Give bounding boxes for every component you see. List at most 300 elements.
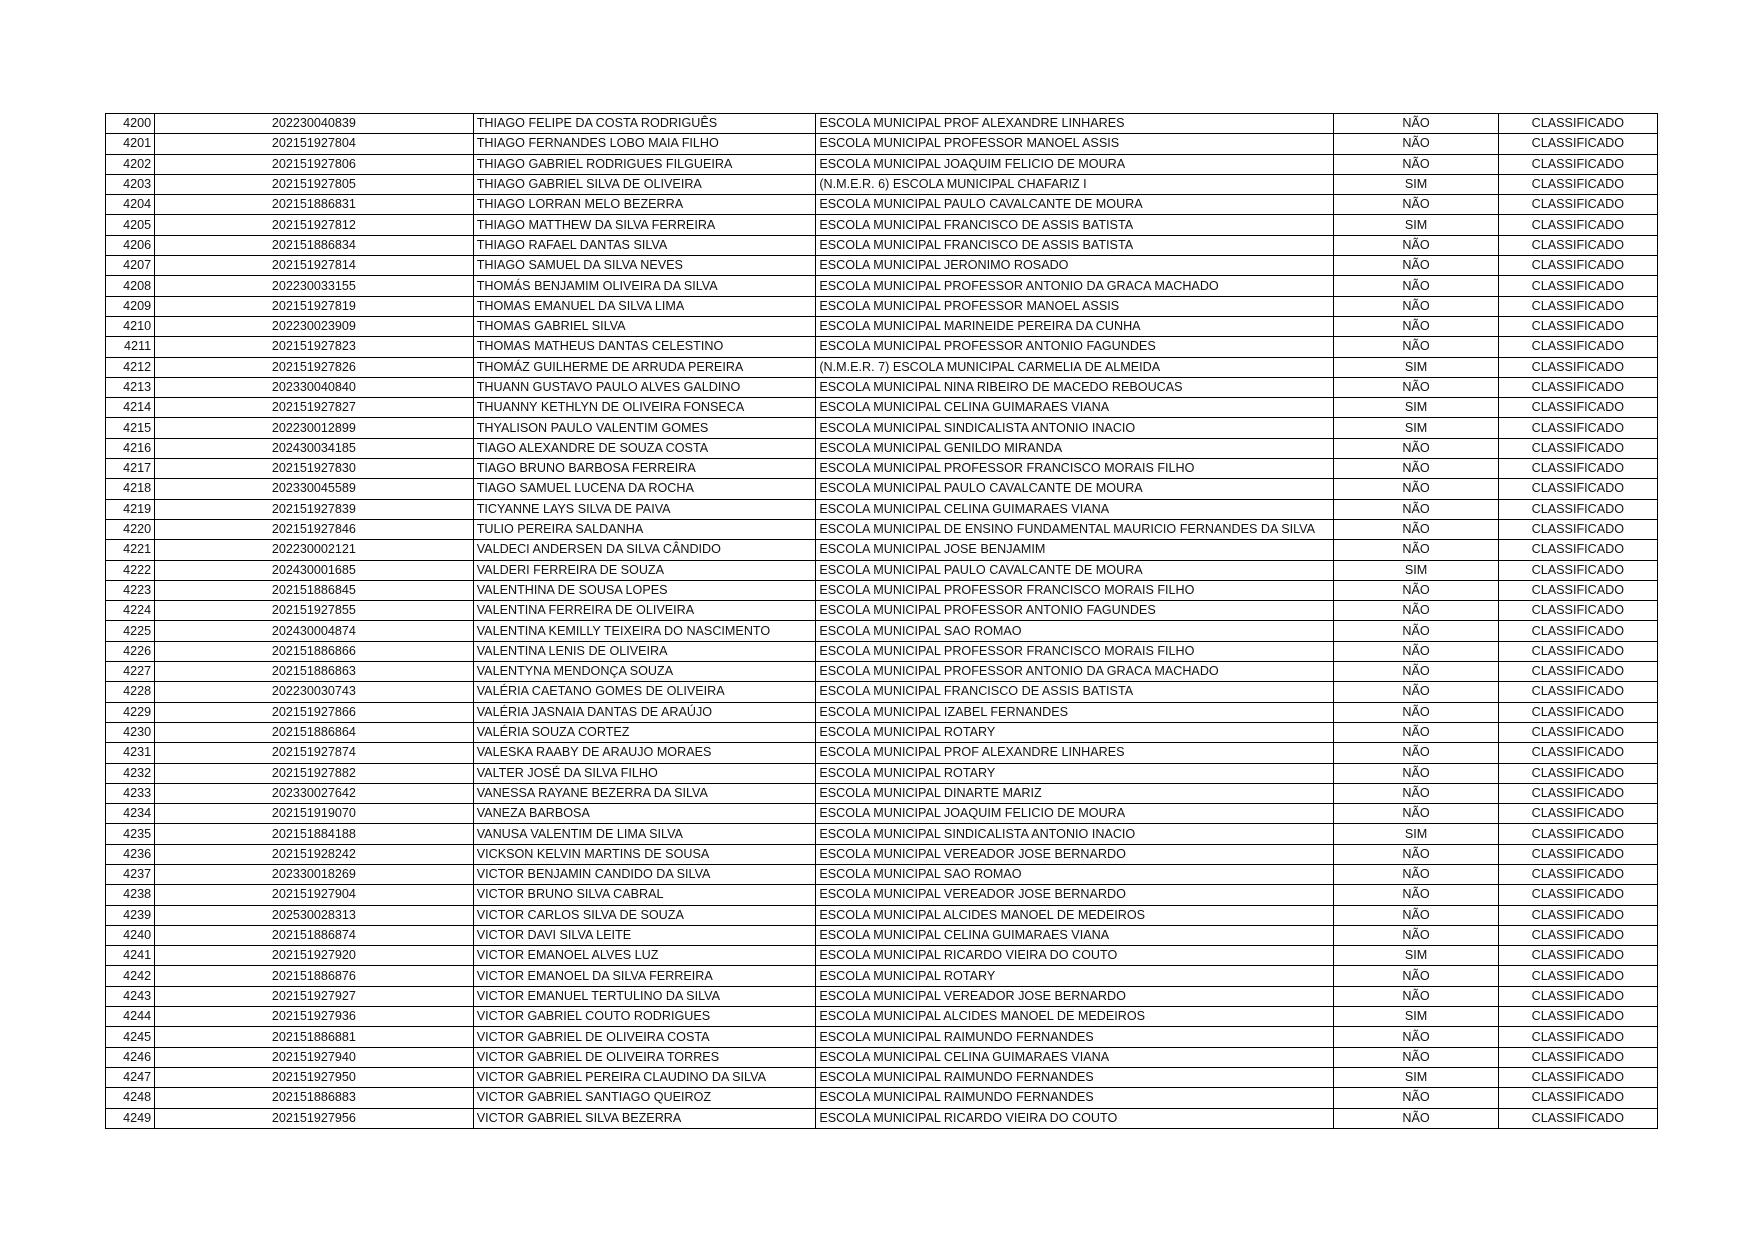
- school-name-cell: ESCOLA MUNICIPAL RAIMUNDO FERNANDES: [816, 1027, 1334, 1047]
- row-number-cell: 4230: [106, 722, 155, 742]
- school-name-cell: ESCOLA MUNICIPAL ROTARY: [816, 722, 1334, 742]
- flag-cell: NÃO: [1334, 580, 1498, 600]
- table-row: [106, 154, 1658, 174]
- status-cell: CLASSIFICADO: [1498, 946, 1657, 966]
- table-row: [106, 885, 1658, 905]
- status-cell: CLASSIFICADO: [1498, 986, 1657, 1006]
- registration-id-cell: 202151886883: [155, 1088, 474, 1108]
- registration-id-cell: 202151886831: [155, 195, 474, 215]
- registration-id-cell: 202330040840: [155, 377, 474, 397]
- student-name-cell: VALÉRIA SOUZA CORTEZ: [473, 722, 816, 742]
- student-name-cell: THOMÁZ GUILHERME DE ARRUDA PEREIRA: [473, 357, 816, 377]
- school-name-cell: ESCOLA MUNICIPAL JERONIMO ROSADO: [816, 256, 1334, 276]
- table-row: [106, 946, 1658, 966]
- student-name-cell: VALENTHINA DE SOUSA LOPES: [473, 580, 816, 600]
- status-cell: CLASSIFICADO: [1498, 235, 1657, 255]
- school-name-cell: ESCOLA MUNICIPAL CELINA GUIMARAES VIANA: [816, 925, 1334, 945]
- table-row: [106, 174, 1658, 194]
- row-number-cell: 4247: [106, 1067, 155, 1087]
- student-name-cell: THOMAS EMANUEL DA SILVA LIMA: [473, 296, 816, 316]
- registration-id-cell: 202151927920: [155, 946, 474, 966]
- table-row: [106, 722, 1658, 742]
- school-name-cell: ESCOLA MUNICIPAL IZABEL FERNANDES: [816, 702, 1334, 722]
- status-cell: CLASSIFICADO: [1498, 459, 1657, 479]
- flag-cell: NÃO: [1334, 986, 1498, 1006]
- student-name-cell: VALÉRIA JASNAIA DANTAS DE ARAÚJO: [473, 702, 816, 722]
- row-number-cell: 4231: [106, 743, 155, 763]
- student-name-cell: VALENTYNA MENDONÇA SOUZA: [473, 662, 816, 682]
- status-cell: CLASSIFICADO: [1498, 925, 1657, 945]
- table-row: [106, 601, 1658, 621]
- table-row: [106, 1027, 1658, 1047]
- table-row: [106, 743, 1658, 763]
- registration-id-cell: 202151927904: [155, 885, 474, 905]
- school-name-cell: ESCOLA MUNICIPAL SAO ROMAO: [816, 864, 1334, 884]
- student-name-cell: THOMAS GABRIEL SILVA: [473, 316, 816, 336]
- flag-cell: NÃO: [1334, 682, 1498, 702]
- school-name-cell: ESCOLA MUNICIPAL PROFESSOR ANTONIO FAGUNDES: [816, 601, 1334, 621]
- registration-id-cell: 202230033155: [155, 276, 474, 296]
- results-table: [105, 113, 1658, 1129]
- status-cell: CLASSIFICADO: [1498, 438, 1657, 458]
- table-row: [106, 682, 1658, 702]
- row-number-cell: 4225: [106, 621, 155, 641]
- table-row: [106, 540, 1658, 560]
- school-name-cell: ESCOLA MUNICIPAL PROFESSOR MANOEL ASSIS: [816, 134, 1334, 154]
- table-row: [106, 215, 1658, 235]
- row-number-cell: 4240: [106, 925, 155, 945]
- row-number-cell: 4200: [106, 114, 155, 134]
- status-cell: CLASSIFICADO: [1498, 1027, 1657, 1047]
- flag-cell: NÃO: [1334, 459, 1498, 479]
- status-cell: CLASSIFICADO: [1498, 519, 1657, 539]
- flag-cell: SIM: [1334, 1067, 1498, 1087]
- school-name-cell: ESCOLA MUNICIPAL VEREADOR JOSE BERNARDO: [816, 986, 1334, 1006]
- row-number-cell: 4235: [106, 824, 155, 844]
- status-cell: CLASSIFICADO: [1498, 1007, 1657, 1027]
- registration-id-cell: 202151927819: [155, 296, 474, 316]
- flag-cell: NÃO: [1334, 256, 1498, 276]
- row-number-cell: 4203: [106, 174, 155, 194]
- student-name-cell: THIAGO SAMUEL DA SILVA NEVES: [473, 256, 816, 276]
- status-cell: CLASSIFICADO: [1498, 601, 1657, 621]
- registration-id-cell: 202151886863: [155, 662, 474, 682]
- status-cell: CLASSIFICADO: [1498, 783, 1657, 803]
- status-cell: CLASSIFICADO: [1498, 499, 1657, 519]
- school-name-cell: ESCOLA MUNICIPAL CELINA GUIMARAES VIANA: [816, 499, 1334, 519]
- school-name-cell: ESCOLA MUNICIPAL FRANCISCO DE ASSIS BATISTA: [816, 235, 1334, 255]
- student-name-cell: VICTOR GABRIEL DE OLIVEIRA COSTA: [473, 1027, 816, 1047]
- row-number-cell: 4220: [106, 519, 155, 539]
- registration-id-cell: 202151927839: [155, 499, 474, 519]
- row-number-cell: 4228: [106, 682, 155, 702]
- flag-cell: SIM: [1334, 215, 1498, 235]
- school-name-cell: ESCOLA MUNICIPAL PROFESSOR ANTONIO DA GRACA MACHADO: [816, 276, 1334, 296]
- flag-cell: NÃO: [1334, 641, 1498, 661]
- student-name-cell: VICTOR GABRIEL COUTO RODRIGUES: [473, 1007, 816, 1027]
- row-number-cell: 4219: [106, 499, 155, 519]
- registration-id-cell: 202230030743: [155, 682, 474, 702]
- student-name-cell: VICTOR EMANUEL TERTULINO DA SILVA: [473, 986, 816, 1006]
- student-name-cell: VICTOR BRUNO SILVA CABRAL: [473, 885, 816, 905]
- status-cell: CLASSIFICADO: [1498, 966, 1657, 986]
- student-name-cell: VICTOR GABRIEL PEREIRA CLAUDINO DA SILVA: [473, 1067, 816, 1087]
- student-name-cell: VICTOR GABRIEL SANTIAGO QUEIROZ: [473, 1088, 816, 1108]
- status-cell: CLASSIFICADO: [1498, 743, 1657, 763]
- status-cell: CLASSIFICADO: [1498, 276, 1657, 296]
- school-name-cell: ESCOLA MUNICIPAL JOSE BENJAMIM: [816, 540, 1334, 560]
- status-cell: CLASSIFICADO: [1498, 174, 1657, 194]
- flag-cell: SIM: [1334, 174, 1498, 194]
- school-name-cell: (N.M.E.R. 6) ESCOLA MUNICIPAL CHAFARIZ I: [816, 174, 1334, 194]
- school-name-cell: (N.M.E.R. 7) ESCOLA MUNICIPAL CARMELIA DE ALMEIDA: [816, 357, 1334, 377]
- table-row: [106, 783, 1658, 803]
- row-number-cell: 4238: [106, 885, 155, 905]
- status-cell: CLASSIFICADO: [1498, 885, 1657, 905]
- status-cell: CLASSIFICADO: [1498, 316, 1657, 336]
- table-row: [106, 1047, 1658, 1067]
- registration-id-cell: 202151927830: [155, 459, 474, 479]
- school-name-cell: ESCOLA MUNICIPAL PROFESSOR FRANCISCO MORAIS FILHO: [816, 580, 1334, 600]
- registration-id-cell: 202151886845: [155, 580, 474, 600]
- school-name-cell: ESCOLA MUNICIPAL SAO ROMAO: [816, 621, 1334, 641]
- table-row: [106, 499, 1658, 519]
- row-number-cell: 4249: [106, 1108, 155, 1128]
- flag-cell: NÃO: [1334, 540, 1498, 560]
- table-row: [106, 702, 1658, 722]
- status-cell: CLASSIFICADO: [1498, 1088, 1657, 1108]
- row-number-cell: 4243: [106, 986, 155, 1006]
- status-cell: CLASSIFICADO: [1498, 864, 1657, 884]
- flag-cell: NÃO: [1334, 316, 1498, 336]
- flag-cell: NÃO: [1334, 114, 1498, 134]
- registration-id-cell: 202151886881: [155, 1027, 474, 1047]
- student-name-cell: VALTER JOSÉ DA SILVA FILHO: [473, 763, 816, 783]
- table-row: [106, 1007, 1658, 1027]
- school-name-cell: ESCOLA MUNICIPAL MARINEIDE PEREIRA DA CUNHA: [816, 316, 1334, 336]
- flag-cell: NÃO: [1334, 519, 1498, 539]
- row-number-cell: 4224: [106, 601, 155, 621]
- registration-id-cell: 202151884188: [155, 824, 474, 844]
- table-row: [106, 641, 1658, 661]
- registration-id-cell: 202151927846: [155, 519, 474, 539]
- flag-cell: NÃO: [1334, 864, 1498, 884]
- row-number-cell: 4213: [106, 377, 155, 397]
- registration-id-cell: 202151927866: [155, 702, 474, 722]
- registration-id-cell: 202151927882: [155, 763, 474, 783]
- table-row: [106, 418, 1658, 438]
- table-row: [106, 905, 1658, 925]
- school-name-cell: ESCOLA MUNICIPAL JOAQUIM FELICIO DE MOURA: [816, 804, 1334, 824]
- registration-id-cell: 202230012899: [155, 418, 474, 438]
- registration-id-cell: 202151886834: [155, 235, 474, 255]
- student-name-cell: TICYANNE LAYS SILVA DE PAIVA: [473, 499, 816, 519]
- table-row: [106, 804, 1658, 824]
- school-name-cell: ESCOLA MUNICIPAL PAULO CAVALCANTE DE MOURA: [816, 560, 1334, 580]
- student-name-cell: TULIO PEREIRA SALDANHA: [473, 519, 816, 539]
- status-cell: CLASSIFICADO: [1498, 195, 1657, 215]
- row-number-cell: 4217: [106, 459, 155, 479]
- flag-cell: NÃO: [1334, 844, 1498, 864]
- status-cell: CLASSIFICADO: [1498, 1047, 1657, 1067]
- student-name-cell: THIAGO MATTHEW DA SILVA FERREIRA: [473, 215, 816, 235]
- row-number-cell: 4204: [106, 195, 155, 215]
- school-name-cell: ESCOLA MUNICIPAL ROTARY: [816, 763, 1334, 783]
- row-number-cell: 4207: [106, 256, 155, 276]
- student-name-cell: VANESSA RAYANE BEZERRA DA SILVA: [473, 783, 816, 803]
- flag-cell: NÃO: [1334, 885, 1498, 905]
- status-cell: CLASSIFICADO: [1498, 357, 1657, 377]
- flag-cell: SIM: [1334, 418, 1498, 438]
- registration-id-cell: 202230023909: [155, 316, 474, 336]
- registration-id-cell: 202230040839: [155, 114, 474, 134]
- flag-cell: NÃO: [1334, 621, 1498, 641]
- status-cell: CLASSIFICADO: [1498, 641, 1657, 661]
- student-name-cell: VICTOR GABRIEL DE OLIVEIRA TORRES: [473, 1047, 816, 1067]
- status-cell: CLASSIFICADO: [1498, 398, 1657, 418]
- row-number-cell: 4227: [106, 662, 155, 682]
- school-name-cell: ESCOLA MUNICIPAL PROFESSOR ANTONIO FAGUNDES: [816, 337, 1334, 357]
- school-name-cell: ESCOLA MUNICIPAL PROFESSOR FRANCISCO MORAIS FILHO: [816, 641, 1334, 661]
- row-number-cell: 4245: [106, 1027, 155, 1047]
- student-name-cell: VICTOR EMANOEL DA SILVA FERREIRA: [473, 966, 816, 986]
- student-name-cell: TIAGO BRUNO BARBOSA FERREIRA: [473, 459, 816, 479]
- registration-id-cell: 202430001685: [155, 560, 474, 580]
- registration-id-cell: 202151927874: [155, 743, 474, 763]
- registration-id-cell: 202151927855: [155, 601, 474, 621]
- registration-id-cell: 202151927956: [155, 1108, 474, 1128]
- table-row: [106, 519, 1658, 539]
- registration-id-cell: 202530028313: [155, 905, 474, 925]
- flag-cell: NÃO: [1334, 154, 1498, 174]
- table-row: [106, 864, 1658, 884]
- table-row: [106, 844, 1658, 864]
- student-name-cell: VICKSON KELVIN MARTINS DE SOUSA: [473, 844, 816, 864]
- student-name-cell: VALENTINA KEMILLY TEIXEIRA DO NASCIMENTO: [473, 621, 816, 641]
- school-name-cell: ESCOLA MUNICIPAL PAULO CAVALCANTE DE MOURA: [816, 195, 1334, 215]
- school-name-cell: ESCOLA MUNICIPAL DINARTE MARIZ: [816, 783, 1334, 803]
- school-name-cell: ESCOLA MUNICIPAL SINDICALISTA ANTONIO INACIO: [816, 418, 1334, 438]
- flag-cell: SIM: [1334, 560, 1498, 580]
- row-number-cell: 4210: [106, 316, 155, 336]
- student-name-cell: THUANN GUSTAVO PAULO ALVES GALDINO: [473, 377, 816, 397]
- status-cell: CLASSIFICADO: [1498, 479, 1657, 499]
- row-number-cell: 4206: [106, 235, 155, 255]
- row-number-cell: 4209: [106, 296, 155, 316]
- row-number-cell: 4205: [106, 215, 155, 235]
- status-cell: CLASSIFICADO: [1498, 662, 1657, 682]
- row-number-cell: 4215: [106, 418, 155, 438]
- status-cell: CLASSIFICADO: [1498, 682, 1657, 702]
- row-number-cell: 4237: [106, 864, 155, 884]
- school-name-cell: ESCOLA MUNICIPAL FRANCISCO DE ASSIS BATISTA: [816, 215, 1334, 235]
- status-cell: CLASSIFICADO: [1498, 256, 1657, 276]
- registration-id-cell: 202430034185: [155, 438, 474, 458]
- student-name-cell: VALENTINA LENIS DE OLIVEIRA: [473, 641, 816, 661]
- status-cell: CLASSIFICADO: [1498, 560, 1657, 580]
- table-row: [106, 337, 1658, 357]
- registration-id-cell: 202151927950: [155, 1067, 474, 1087]
- row-number-cell: 4232: [106, 763, 155, 783]
- student-name-cell: VALDERI FERREIRA DE SOUZA: [473, 560, 816, 580]
- student-name-cell: THIAGO FELIPE DA COSTA RODRIGUÊS: [473, 114, 816, 134]
- student-name-cell: THOMÁS BENJAMIM OLIVEIRA DA SILVA: [473, 276, 816, 296]
- student-name-cell: THUANNY KETHLYN DE OLIVEIRA FONSECA: [473, 398, 816, 418]
- flag-cell: NÃO: [1334, 1027, 1498, 1047]
- flag-cell: NÃO: [1334, 783, 1498, 803]
- table-row: [106, 296, 1658, 316]
- table-row: [106, 398, 1658, 418]
- student-name-cell: VALENTINA FERREIRA DE OLIVEIRA: [473, 601, 816, 621]
- school-name-cell: ESCOLA MUNICIPAL RAIMUNDO FERNANDES: [816, 1088, 1334, 1108]
- status-cell: CLASSIFICADO: [1498, 905, 1657, 925]
- student-name-cell: VICTOR BENJAMIN CANDIDO DA SILVA: [473, 864, 816, 884]
- table-row: [106, 377, 1658, 397]
- school-name-cell: ESCOLA MUNICIPAL ALCIDES MANOEL DE MEDEIROS: [816, 1007, 1334, 1027]
- school-name-cell: ESCOLA MUNICIPAL SINDICALISTA ANTONIO INACIO: [816, 824, 1334, 844]
- student-name-cell: THOMAS MATHEUS DANTAS CELESTINO: [473, 337, 816, 357]
- flag-cell: SIM: [1334, 398, 1498, 418]
- table-row: [106, 966, 1658, 986]
- table-row: [106, 134, 1658, 154]
- status-cell: CLASSIFICADO: [1498, 296, 1657, 316]
- registration-id-cell: 202151927827: [155, 398, 474, 418]
- registration-id-cell: 202151927927: [155, 986, 474, 1006]
- table-row: [106, 662, 1658, 682]
- school-name-cell: ESCOLA MUNICIPAL VEREADOR JOSE BERNARDO: [816, 844, 1334, 864]
- flag-cell: NÃO: [1334, 1108, 1498, 1128]
- student-name-cell: VALESKA RAABY DE ARAUJO MORAES: [473, 743, 816, 763]
- table-row: [106, 459, 1658, 479]
- row-number-cell: 4214: [106, 398, 155, 418]
- status-cell: CLASSIFICADO: [1498, 114, 1657, 134]
- flag-cell: NÃO: [1334, 296, 1498, 316]
- student-name-cell: THIAGO FERNANDES LOBO MAIA FILHO: [473, 134, 816, 154]
- student-name-cell: VICTOR DAVI SILVA LEITE: [473, 925, 816, 945]
- registration-id-cell: 202151927936: [155, 1007, 474, 1027]
- row-number-cell: 4218: [106, 479, 155, 499]
- table-row: [106, 580, 1658, 600]
- school-name-cell: ESCOLA MUNICIPAL VEREADOR JOSE BERNARDO: [816, 885, 1334, 905]
- registration-id-cell: 202151927940: [155, 1047, 474, 1067]
- registration-id-cell: 202151927812: [155, 215, 474, 235]
- table-row: [106, 276, 1658, 296]
- row-number-cell: 4242: [106, 966, 155, 986]
- table-row: [106, 1067, 1658, 1087]
- status-cell: CLASSIFICADO: [1498, 1108, 1657, 1128]
- school-name-cell: ESCOLA MUNICIPAL FRANCISCO DE ASSIS BATISTA: [816, 682, 1334, 702]
- flag-cell: NÃO: [1334, 743, 1498, 763]
- row-number-cell: 4229: [106, 702, 155, 722]
- flag-cell: NÃO: [1334, 438, 1498, 458]
- status-cell: CLASSIFICADO: [1498, 824, 1657, 844]
- row-number-cell: 4244: [106, 1007, 155, 1027]
- student-name-cell: VANEZA BARBOSA: [473, 804, 816, 824]
- table-row: [106, 824, 1658, 844]
- flag-cell: NÃO: [1334, 702, 1498, 722]
- registration-id-cell: 202151886866: [155, 641, 474, 661]
- registration-id-cell: 202151927814: [155, 256, 474, 276]
- school-name-cell: ESCOLA MUNICIPAL DE ENSINO FUNDAMENTAL MAURICIO FERNANDES DA SILVA: [816, 519, 1334, 539]
- registration-id-cell: 202330045589: [155, 479, 474, 499]
- registration-id-cell: 202151886876: [155, 966, 474, 986]
- school-name-cell: ESCOLA MUNICIPAL RAIMUNDO FERNANDES: [816, 1067, 1334, 1087]
- student-name-cell: TIAGO SAMUEL LUCENA DA ROCHA: [473, 479, 816, 499]
- school-name-cell: ESCOLA MUNICIPAL PROF ALEXANDRE LINHARES: [816, 114, 1334, 134]
- student-name-cell: TIAGO ALEXANDRE DE SOUZA COSTA: [473, 438, 816, 458]
- school-name-cell: ESCOLA MUNICIPAL NINA RIBEIRO DE MACEDO REBOUCAS: [816, 377, 1334, 397]
- registration-id-cell: 202151886874: [155, 925, 474, 945]
- status-cell: CLASSIFICADO: [1498, 337, 1657, 357]
- row-number-cell: 4246: [106, 1047, 155, 1067]
- row-number-cell: 4211: [106, 337, 155, 357]
- results-table-body: [106, 114, 1658, 1129]
- school-name-cell: ESCOLA MUNICIPAL PROFESSOR MANOEL ASSIS: [816, 296, 1334, 316]
- table-row: [106, 560, 1658, 580]
- flag-cell: NÃO: [1334, 499, 1498, 519]
- student-name-cell: VALDECI ANDERSEN DA SILVA CÂNDIDO: [473, 540, 816, 560]
- status-cell: CLASSIFICADO: [1498, 418, 1657, 438]
- student-name-cell: VANUSA VALENTIM DE LIMA SILVA: [473, 824, 816, 844]
- registration-id-cell: 202151927823: [155, 337, 474, 357]
- registration-id-cell: 202330018269: [155, 864, 474, 884]
- status-cell: CLASSIFICADO: [1498, 763, 1657, 783]
- row-number-cell: 4236: [106, 844, 155, 864]
- student-name-cell: VICTOR EMANOEL ALVES LUZ: [473, 946, 816, 966]
- flag-cell: NÃO: [1334, 905, 1498, 925]
- flag-cell: SIM: [1334, 946, 1498, 966]
- flag-cell: NÃO: [1334, 601, 1498, 621]
- school-name-cell: ESCOLA MUNICIPAL GENILDO MIRANDA: [816, 438, 1334, 458]
- flag-cell: NÃO: [1334, 662, 1498, 682]
- status-cell: CLASSIFICADO: [1498, 377, 1657, 397]
- flag-cell: NÃO: [1334, 235, 1498, 255]
- registration-id-cell: 202330027642: [155, 783, 474, 803]
- school-name-cell: ESCOLA MUNICIPAL PAULO CAVALCANTE DE MOURA: [816, 479, 1334, 499]
- row-number-cell: 4202: [106, 154, 155, 174]
- flag-cell: SIM: [1334, 1007, 1498, 1027]
- school-name-cell: ESCOLA MUNICIPAL ROTARY: [816, 966, 1334, 986]
- table-row: [106, 195, 1658, 215]
- table-row: [106, 763, 1658, 783]
- flag-cell: NÃO: [1334, 804, 1498, 824]
- school-name-cell: ESCOLA MUNICIPAL RICARDO VIEIRA DO COUTO: [816, 946, 1334, 966]
- status-cell: CLASSIFICADO: [1498, 844, 1657, 864]
- status-cell: CLASSIFICADO: [1498, 621, 1657, 641]
- flag-cell: NÃO: [1334, 134, 1498, 154]
- status-cell: CLASSIFICADO: [1498, 702, 1657, 722]
- row-number-cell: 4223: [106, 580, 155, 600]
- school-name-cell: ESCOLA MUNICIPAL RICARDO VIEIRA DO COUTO: [816, 1108, 1334, 1128]
- row-number-cell: 4221: [106, 540, 155, 560]
- registration-id-cell: 202151927806: [155, 154, 474, 174]
- student-name-cell: VICTOR CARLOS SILVA DE SOUZA: [473, 905, 816, 925]
- registration-id-cell: 202151927804: [155, 134, 474, 154]
- table-row: [106, 357, 1658, 377]
- flag-cell: NÃO: [1334, 337, 1498, 357]
- student-name-cell: THIAGO GABRIEL SILVA DE OLIVEIRA: [473, 174, 816, 194]
- school-name-cell: ESCOLA MUNICIPAL PROF ALEXANDRE LINHARES: [816, 743, 1334, 763]
- registration-id-cell: 202430004874: [155, 621, 474, 641]
- flag-cell: NÃO: [1334, 276, 1498, 296]
- table-row: [106, 114, 1658, 134]
- registration-id-cell: 202230002121: [155, 540, 474, 560]
- status-cell: CLASSIFICADO: [1498, 134, 1657, 154]
- row-number-cell: 4233: [106, 783, 155, 803]
- student-name-cell: THYALISON PAULO VALENTIM GOMES: [473, 418, 816, 438]
- registration-id-cell: 202151919070: [155, 804, 474, 824]
- row-number-cell: 4212: [106, 357, 155, 377]
